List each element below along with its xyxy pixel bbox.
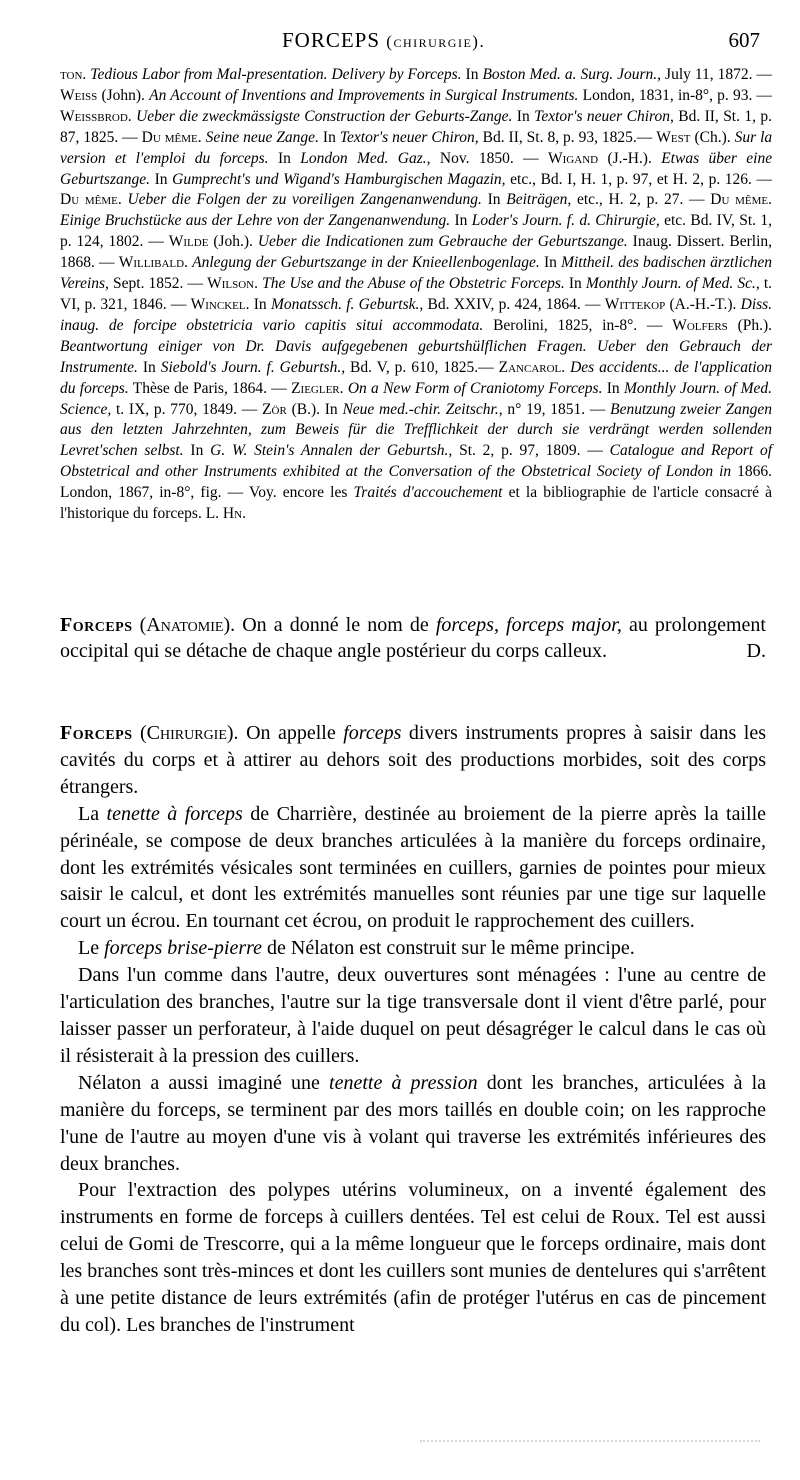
running-title-word: FORCEPS — [282, 28, 381, 52]
running-title — [282, 28, 485, 53]
chirurgie-paragraph-2: La tenette à forceps de Charrière, destinée au broiement de la pierre après la taille périnéale, se compose de deux branches articulées à la manière du forceps ordinaire, dont les extrémités vésicales sont terminées en cuillers, garnies de pointes pour mieux saisir le calcul, et dont les extrémités manuelles sont réunies par une tige sur laquelle court un écrou. En tournant cet écrou, on produit le rapprochement des cuillers. — [60, 802, 767, 933]
scan-speckle — [420, 1440, 760, 1444]
chirurgie-paragraph-3: Le forceps brise-pierre de Nélaton est construit sur le même principe. — [78, 937, 635, 960]
entry-head: Forceps — [60, 614, 133, 636]
chirurgie-paragraph-4: Dans l'un comme dans l'autre, deux ouvertures sont ménagées : l'une au centre de l'articulation des branches, l'autre sur la tige transversale dont il vient d'être parlé, pour laisser passer un perforateur, à l'aide duquel on peut désagréger le calcul dans le cas où il résisterait à la pression des cuillers. — [60, 964, 766, 1067]
page-number: 607 — [728, 28, 760, 52]
chirurgie-paragraph-1: Forceps (Chirurgie). On appelle forceps divers instruments propres à saisir dans les cavités du corps et à attirer au dehors soit des productions morbides, soit des corps étrangers. — [60, 722, 767, 798]
running-title-qualifier: (chirurgie). — [386, 32, 486, 51]
entry-forceps-chirurgie — [60, 720, 766, 1339]
entry-qualifier: (Chirurgie). — [140, 722, 239, 744]
bibliography-text: ton. Tedious Labor from Mal-presentation. Delivery by Forceps. In Boston Med. a. Surg. Journ., July 11, 1872. — Weiss (John). An Account of Inventions and Improvements in Surgical Instruments. London, 1831, in-8°, p. 93. — Weissbrod. Ueber die zweckmässigste Construction der Geburts-Zange. In Textor's neuer Chiron, Bd. II, St. 1, p. 87, 1825. — Du même. Seine neue Zange. In Textor's neuer Chiron, Bd. II, St. 8, p. 93, 1825.— West (Ch.). Sur la version et l'emploi du forceps. In London Med. Gaz., Nov. 1850. — Wigand (J.-H.). Etwas über eine Geburtszange. In Gumprecht's und Wigand's Hamburgischen Magazin, etc., Bd. I, H. 1, p. 97, et H. 2, p. 126. — Du même. Ueber die Folgen der zu voreiligen Zangenanwendung. In Beiträgen, etc., H. 2, p. 27. — Du même. Einige Bruchstücke aus der Lehre von der Zangenanwendung. In Loder's Journ. f. d. Chirurgie, etc. Bd. IV, St. 1, p. 124, 1802. — Wilde (Joh.). Ueber die Indicationen zum Gebrauche der Geburtszange. Inaug. Dissert. Berlin, 1868. — Willibald. Anlegung der Geburtszange in der Knieellenbogenlage. In Mittheil. des badischen ärztlichen Vereins, Sept. 1852. — Wilson. The Use and the Abuse of the Obstetric Forceps. In Monthly Journ. of Med. Sc., t. VI, p. 321, 1846. — Winckel. In Monatssch. f. Geburtsk., Bd. XXIV, p. 424, 1864. — Wittekop (A.-H.-T.). Diss. inaug. de forcipe obstetricia vario capitis situi accommodata. Berolini, 1825, in-8°. — Wolfers (Ph.). Beantwortung einiger von Dr. Davis aufgegebenen geburtshülflichen Fragen. Ueber den Gebrauch der Instrumente. In Siebold's Journ. f. Geburtsh., Bd. V, p. 610, 1825.— Zancarol. Des accidents... de l'application du forceps. Thèse de Paris, 1864. — Ziegler. On a New Form of Craniotomy Forceps. In Monthly Journ. of Med. Science, t. IX, p. 770, 1849. — Zör (B.). In Neue med.-chir. Zeitschr., n° 19, 1851. — Benutzung zweier Zangen aus den letzten Jahrzehnten, zum Beweis für die Trefflichkeit der durch sie verdrängt werden sollenden Levret'schen selbst. In G. W. Stein's Annalen der Geburtsh., St. 2, p. 97, 1809. — Catalogue and Report of Obstetrical and other Instruments exhibited at the Conversation of the Obstetrical Society of London in 1866. London, 1867, in-8°, fig. — Voy. encore les Traités d'accouchement et la bibliographie de l'article consacré à l'historique du forceps. L. Hn. — [60, 66, 773, 523]
bibliography — [60, 65, 772, 525]
chirurgie-paragraph-6: Pour l'extraction des polypes utérins volumineux, on a inventé également des instruments en forme de forceps à cuillers dentées. Tel est celui de Roux. Tel est aussi celui de Gomi de Trescorre, qui a la même longueur que le forceps ordinaire, mais dont les branches sont très-minces et dont les cuillers sont munies de dentelures qui s'arrêtent à une petite distance de leurs extrémités (afin de protéger l'utérus en cas de pincement du col). Les branches de l'instrument — [60, 1179, 766, 1336]
entry-head: Forceps — [60, 722, 133, 744]
anatomie-paragraph: Forceps (Anatomie). On a donné le nom de forceps, forceps major, au prolongement occipital qui se détache de chaque angle postérieur du corps calleux. D. — [60, 614, 766, 662]
entry-forceps-anatomie — [60, 612, 766, 664]
entry-qualifier: (Anatomie). — [139, 614, 236, 636]
author-signature: D. — [746, 640, 766, 662]
running-header — [60, 28, 760, 58]
chirurgie-paragraph-5: Nélaton a aussi imaginé une tenette à pression dont les branches, articulées à la manière du forceps, se terminent par des mors taillés en double coin; on les rapproche l'une de l'autre au moyen d'une vis à volant qui traverse les extrémités inférieures des deux branches. — [60, 1071, 767, 1175]
